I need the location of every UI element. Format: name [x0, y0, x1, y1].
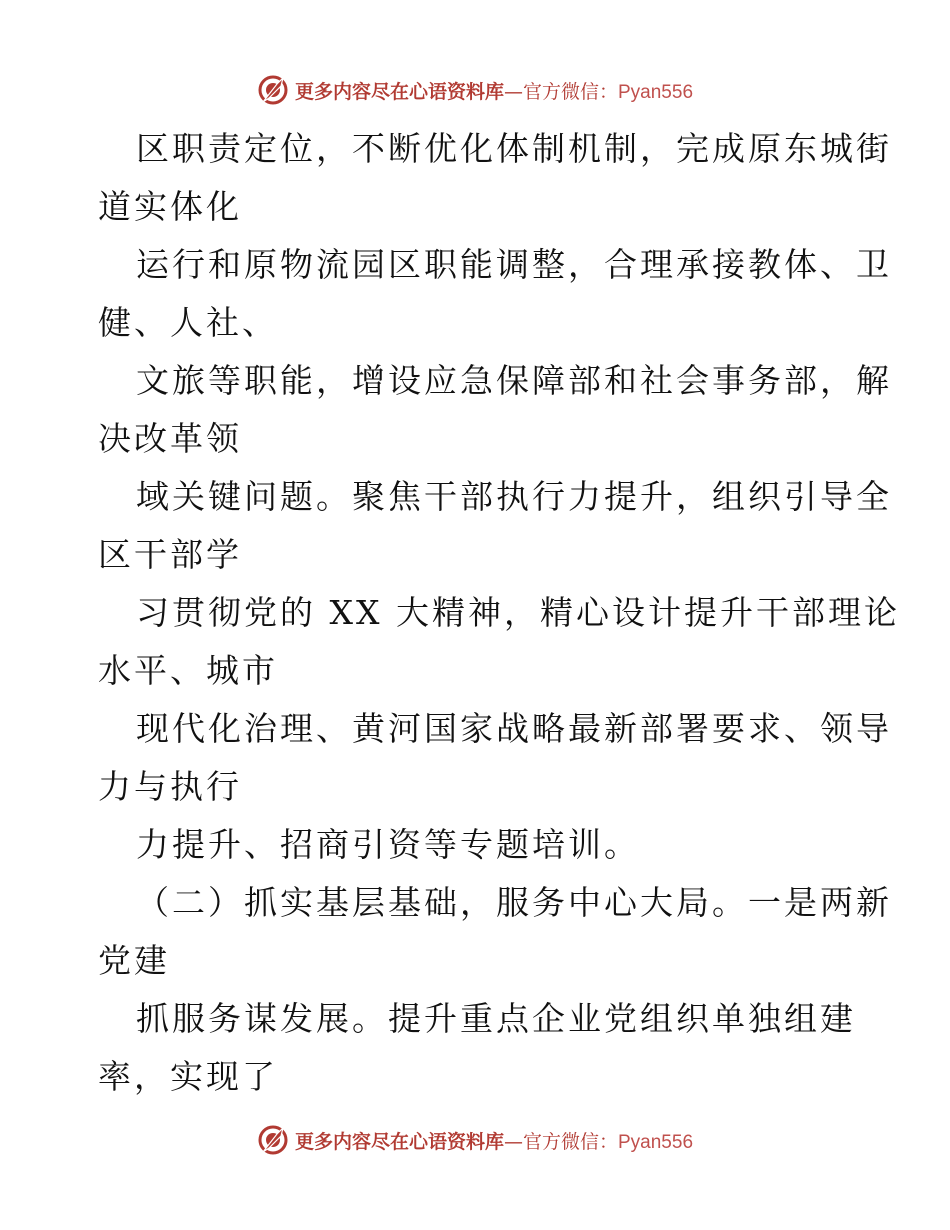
header-separator: — [503, 80, 523, 103]
footer-brand-text: 更多内容尽在心语资料库 [294, 1130, 504, 1153]
body-text-line: （二）抓实基层基础，服务中心大局。一是两新 [136, 883, 892, 922]
footer-account: Pyan556 [618, 1131, 694, 1153]
header-banner-text [295, 77, 693, 104]
footer-banner-text [295, 1127, 693, 1154]
footer-banner-content [257, 1124, 693, 1156]
body-text-line: 域关键问题。聚焦干部执行力提升，组织引导全 [136, 477, 892, 516]
header-official-text: 官方微信： [522, 80, 618, 103]
body-text-line: 区干部学 [98, 535, 242, 574]
header-banner-content [257, 74, 693, 106]
quill-logo-icon [257, 74, 289, 106]
body-text-line: 习贯彻党的 XX 大精神，精心设计提升干部理论 [136, 593, 900, 632]
body-text-line: 力与执行 [98, 767, 242, 806]
body-text-line: 率，实现了 [98, 1057, 278, 1096]
header-account: Pyan556 [618, 81, 694, 103]
body-text-line: 抓服务谋发展。提升重点企业党组织单独组建 [136, 999, 856, 1038]
body-text-line: 力提升、招商引资等专题培训。 [136, 825, 640, 864]
body-text-line: 区职责定位，不断优化体制机制，完成原东城街 [136, 129, 892, 168]
body-text-line: 现代化治理、黄河国家战略最新部署要求、领导 [136, 709, 892, 748]
header-banner [0, 70, 950, 110]
body-text-line: 党建 [98, 941, 170, 980]
body-text-line: 水平、城市 [98, 651, 278, 690]
body-text-line: 决改革领 [98, 419, 242, 458]
header-brand-text: 更多内容尽在心语资料库 [294, 80, 504, 103]
body-text-line: 道实体化 [98, 187, 242, 226]
footer-banner [0, 1120, 950, 1160]
body-text-line: 文旅等职能，增设应急保障部和社会事务部，解 [136, 361, 892, 400]
quill-logo-icon [257, 1124, 289, 1156]
footer-official-text: 官方微信： [522, 1130, 618, 1153]
document-body [98, 120, 900, 1106]
body-text-line: 运行和原物流园区职能调整，合理承接教体、卫 [136, 245, 892, 284]
footer-separator: — [503, 1130, 523, 1153]
body-text-line: 健、人社、 [98, 303, 278, 342]
